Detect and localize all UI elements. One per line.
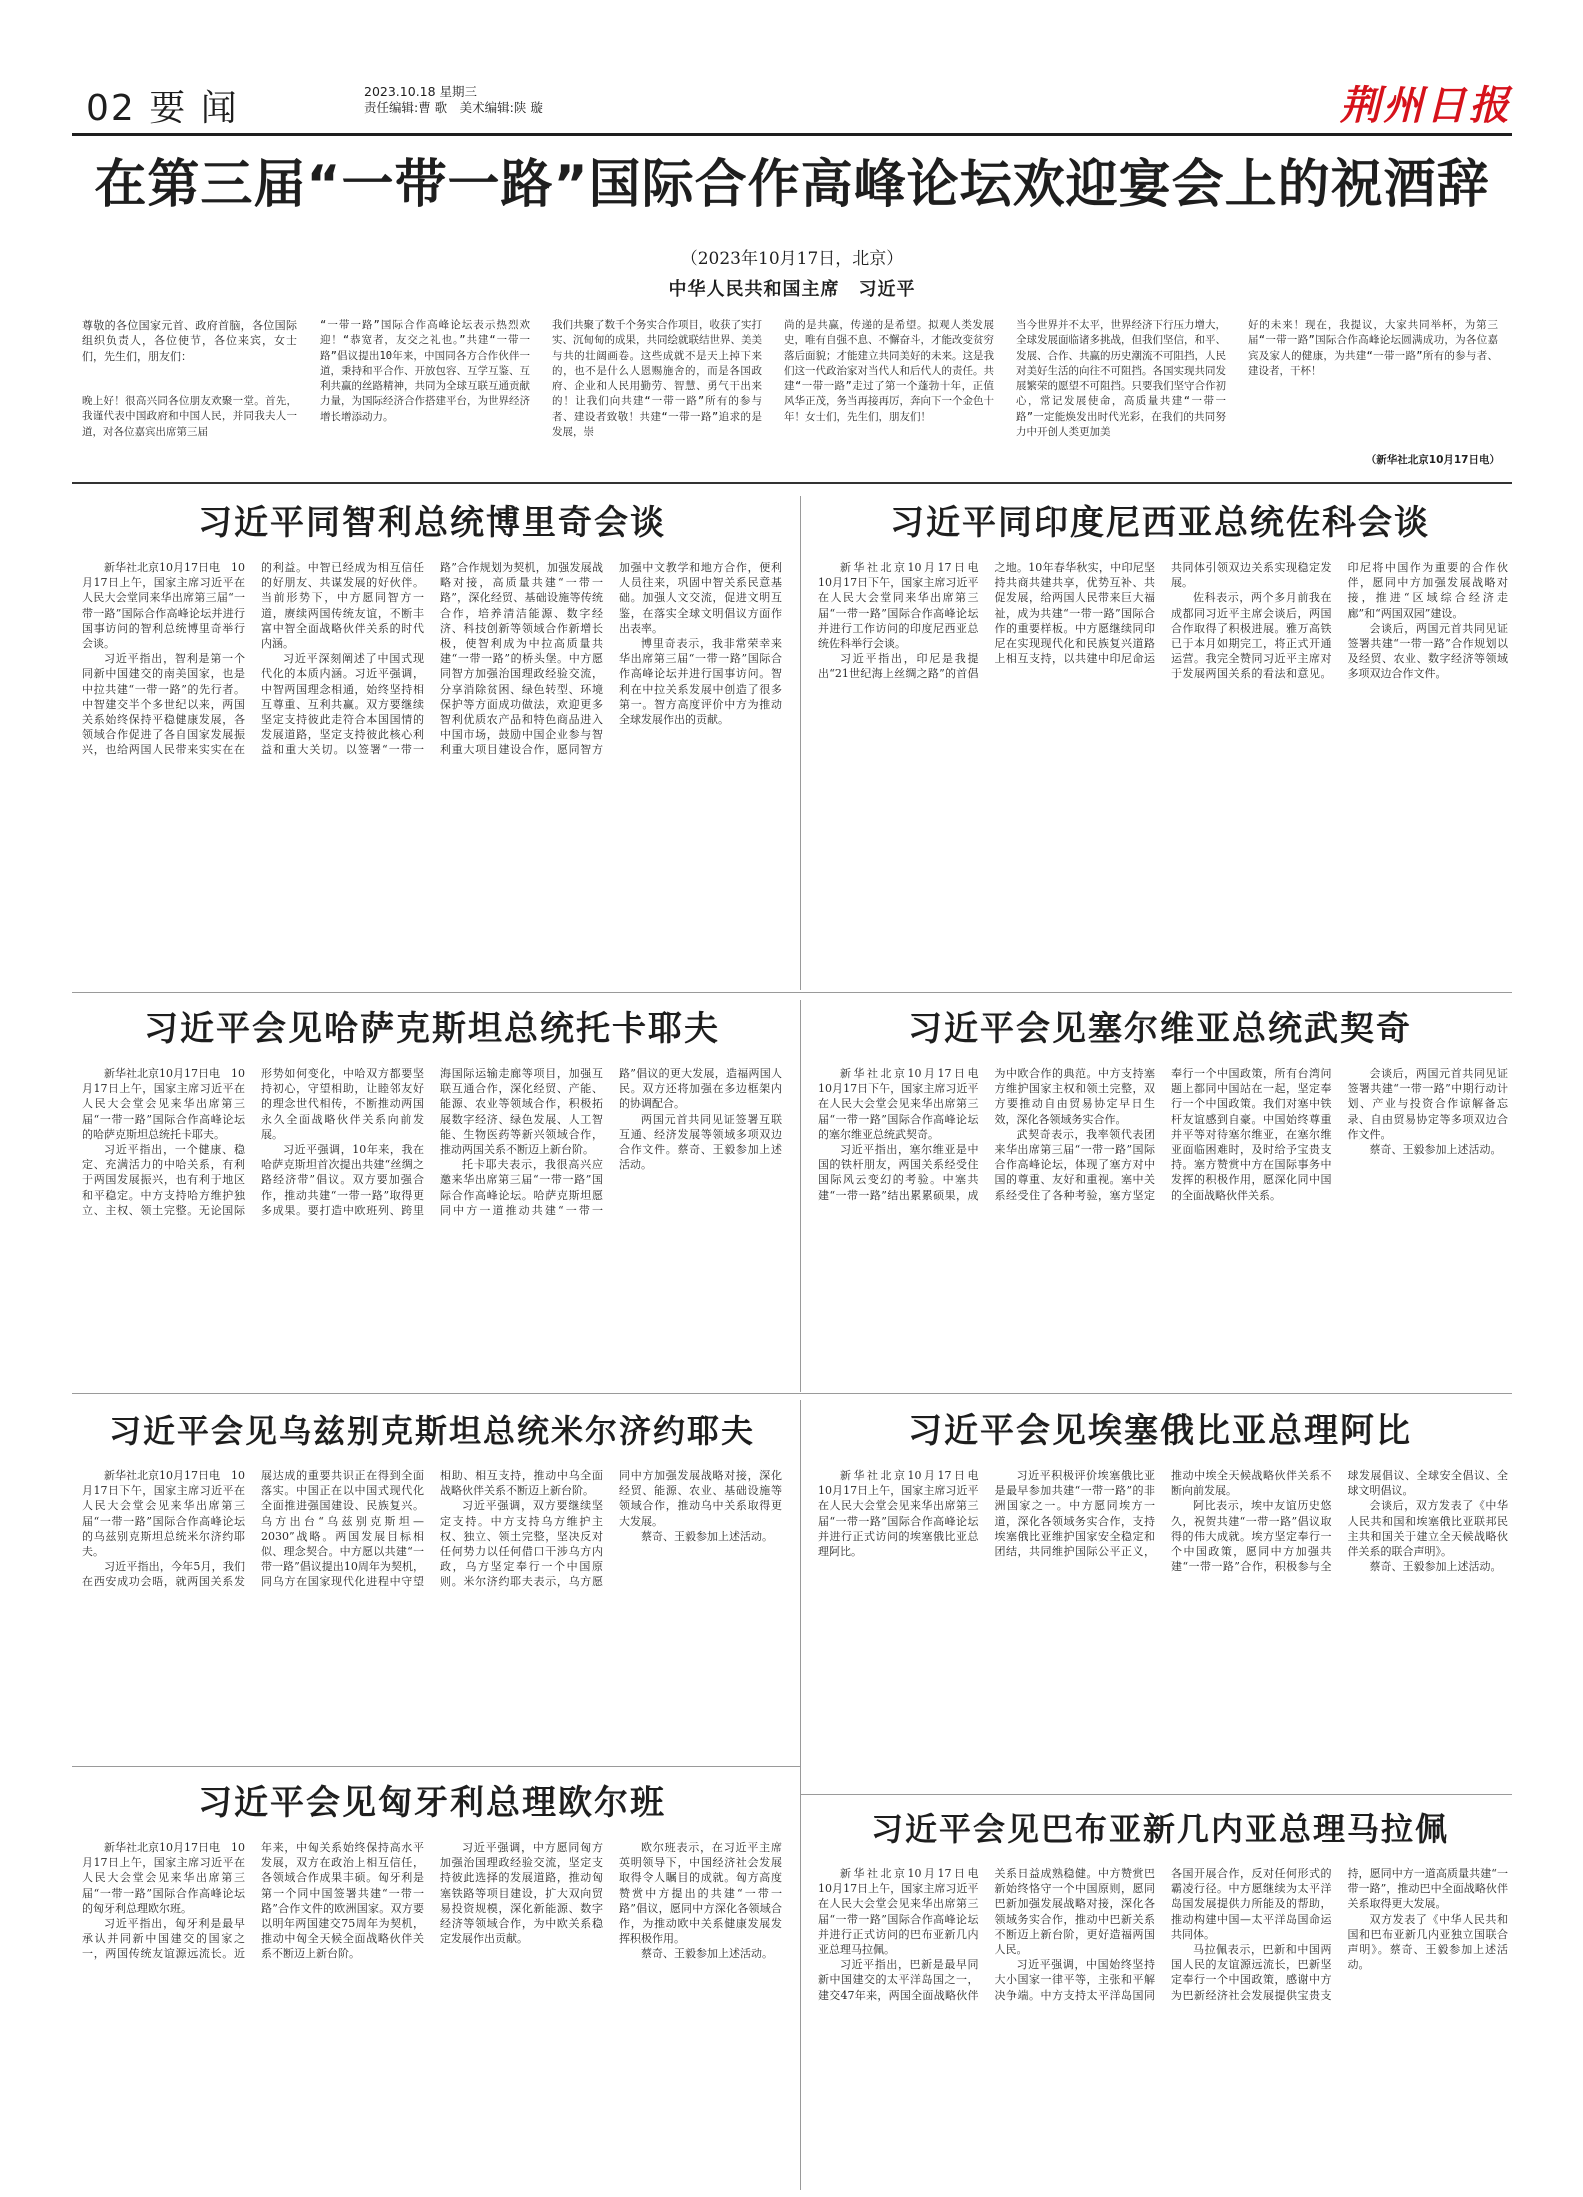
article-body-hungary — [82, 1840, 782, 2180]
lead-title: 在第三届“一带一路”国际合作高峰论坛欢迎宴会上的祝酒辞 — [94, 155, 1490, 215]
edition-meta — [364, 84, 543, 116]
lead-column: 好的未来！现在，我提议，大家共同举杯，为第三届“一带一路”国际合作高峰论坛圆满成功，为各位嘉宾及家人的健康，为共建“一带一路”所有的参与者、建设者，干杯！ — [1248, 319, 1498, 377]
paragraph: 佐科表示，两个多月前我在成都同习近平主席会谈后，两国合作取得了积极进展。雅万高铁已于本月如期完工，将正式开通运营。我完全赞同习近平主席对于发展两国关系的看法和意见。印尼将中国作为重要的合作伙伴，愿同中方加强发展战略对接，推进“区域综合经济走廊”和“两国双园”建设。 — [1171, 561, 1508, 681]
paragraph: 新华社北京10月17日电 10月17日下午，国家主席习近平在人民大会堂同来华出席第三届“一带一路”国际合作高峰论坛并进行工作访问的印度尼西亚总统佐科举行会谈。 — [818, 561, 990, 651]
paragraph: 蔡奇、王毅参加上述活动。 — [1369, 1143, 1502, 1157]
paragraph: 习近平指出，印尼是我提出“21世纪海上丝绸之路”的首倡之地。10年春华秋实，中印尼坚持共商共建共享，优势互补、共促发展，给两国人民带来巨大福祉，成为共建“一带一路”国际合作的重要样板。中方愿继续同印尼在实现现代化和民族复兴道路上相互支持，以共建中印尼命运共同体引领双边关系实现稳定发展。 — [818, 561, 1332, 681]
paragraph: 阿比表示，埃中友谊历史悠久，祝贺共建“一带一路”倡议取得的伟大成就。埃方坚定奉行一个中国政策，愿同中方加强共建“一带一路”合作，积极参与全球发展倡议、全球安全倡议、全球文明倡议。 — [1171, 1469, 1508, 1574]
paragraph: 会谈后，双方发表了《中华人民共和国和埃塞俄比亚联邦民主共和国关于建立全天候战略伙伴关系的联合声明》。 — [1347, 1499, 1508, 1559]
lead-source: （新华社北京10月17日电） — [1365, 454, 1500, 466]
article-title-png: 习近平会见巴布亚新几内亚总理马拉佩 — [870, 1810, 1449, 1848]
article-body-png — [818, 1866, 1508, 2180]
section-rule — [72, 1393, 1512, 1394]
masthead-logo: 荆州日报 — [1340, 82, 1512, 129]
paragraph: 新华社北京10月17日电 10月17日上午，国家主席习近平在人民大会堂会见来华出席第三届“一带一路”国际合作高峰论坛的匈牙利总理欧尔班。 — [82, 1841, 245, 1915]
lead-column: 尚的是共赢，传递的是希望。拟观人类发展史，唯有自强不息、不懈奋斗，才能改变贫穷落后面貌；才能建立共同美好的未来。这是我们这一代政治家对当代人和后代人的责任。共建“一带一路”走过了第一个蓬勃十年，正值风华正茂，务当再接再厉，奔向下一个金色十年！女士们，先生们，朋友们！ — [784, 319, 994, 423]
paragraph: 新华社北京10月17日电 10月17日上午，国家主席习近平在人民大会堂会见来华出席第三届“一带一路”国际合作高峰论坛并进行正式访问的巴布亚新几内亚总理马拉佩。 — [818, 1867, 990, 1957]
paragraph: 习近平指出，塞尔维亚是中国的铁杆朋友，两国关系经受住国际风云变幻的考验。中塞共建“一带一路”结出累累硕果，成为中欧合作的典范。中方支持塞方维护国家主权和领土完整，双方要推动自由贸易协定早日生效，深化各领域务实合作。 — [818, 1067, 1155, 1202]
paragraph: 习近平强调，中方愿同匈方加强治国理政经验交流，坚定支持彼此选择的发展道路，推动匈塞铁路等项目建设，扩大双向贸易投资规模，深化新能源、数字经济等领域合作，为中欧关系稳定发展作出贡献。 — [440, 1841, 603, 1946]
paragraph: 新华社北京10月17日电 10月17日下午，国家主席习近平在人民大会堂会见来华出席第三届“一带一路”国际合作高峰论坛的塞尔维亚总统武契奇。 — [818, 1067, 990, 1141]
paragraph: 武契奇表示，我率领代表团来华出席第三届“一带一路”国际合作高峰论坛，体现了塞方对中国的尊重、友好和重视。塞中关系经受住了各种考验，塞方坚定奉行一个中国政策，所有台湾问题上都同中国站在一起，坚定奉行一个中国政策。我们对塞中铁杆友谊感到自豪。中国始终尊重并平等对待塞尔维亚，在塞尔维亚面临困难时，及时给予宝贵支持。塞方赞赏中方在国际事务中发挥的积极作用，愿深化同中国的全面战略伙伴关系。 — [994, 1067, 1332, 1202]
lead-column: 我们共聚了数千个务实合作项目，收获了实打实、沉甸甸的成果，共同绘就联结世界、美美与共的壮阔画卷。这些成就不是天上掉下来的，也不是什么人恩赐施舍的，而是各国政府、企业和人民用勤劳、智慧、勇气干出来的！让我们向共建“一带一路”所有的参与者、建设者致敬！共建“一带一路”追求的是发展，崇 — [552, 319, 762, 439]
paragraph: 会谈后，两国元首共同见证签署共建“一带一路”中期行动计划、产业与投资合作谅解备忘录、自由贸易协定等多项双边合作文件。 — [1347, 1067, 1508, 1141]
paragraph: 蔡奇、王毅参加上述活动。 — [641, 1529, 773, 1543]
article-body-serbia — [818, 1066, 1508, 1384]
article-title-uzbekistan: 习近平会见乌兹别克斯坦总统米尔济约耶夫 — [108, 1412, 755, 1450]
editor-credits: 责任编辑:曹 歌 美术编辑:陕 璇 — [364, 100, 543, 115]
article-title-kazakhstan: 习近平会见哈萨克斯坦总统托卡耶夫 — [144, 1009, 720, 1049]
paragraph: 习近平强调，双方要继续坚定支持。中方支持乌方维护主权、独立、领土完整，坚决反对任何势力以任何借口干涉乌方内政，乌方坚定奉行一个中国原则。米尔济约耶夫表示，乌方愿同中方加强发展战略对接，深化经贸、能源、农业、基础设施等领域合作，推动乌中关系取得更大发展。 — [440, 1469, 782, 1589]
article-body-kazakhstan — [82, 1066, 782, 1384]
paragraph: 博里奇表示，我非常荣幸来华出席第三届“一带一路”国际合作高峰论坛并进行国事访问。智利在中拉关系发展中创造了很多第一。智方高度评价中方为推动全球发展作出的贡献。 — [619, 637, 782, 727]
paragraph: 会谈后，两国元首共同见证签署共建“一带一路”合作规划以及经贸、农业、数字经济等领域多项双边合作文件。 — [1347, 621, 1508, 681]
paragraph: 马拉佩表示，巴新和中国两国人民的友谊源远流长，巴新坚定奉行一个中国政策，感谢中方为巴新经济社会发展提供宝贵支持，愿同中方一道高质量共建“一带一路”，推动巴中全面战略伙伴关系取得更大发展。 — [1171, 1867, 1508, 2002]
article-body-chile — [82, 560, 782, 984]
paragraph: 习近平指出，今年5月，我们在西安成功会晤，就两国关系发展达成的重要共识正在得到全面落实。中国正在以中国式现代化全面推进强国建设、民族复兴。乌方出台“乌兹别克斯坦—2030”战略。两国发展目标相似、理念契合。中方愿以共建“一带一路”倡议提出10周年为契机，同乌方在国家现代化进程中守望相助、相互支持，推动中乌全面战略伙伴关系不断迈上新台阶。 — [82, 1469, 603, 1589]
lead-column: 当今世界并不太平，世界经济下行压力增大，全球发展面临诸多挑战，但我们坚信，和平、发展、合作、共赢的历史潮流不可阻挡，人民对美好生活的向往不可阻挡。各国实现共同发展繁荣的愿望不可阻挡。只要我们坚守合作初心，常记发展使命，高质量共建“一带一路”一定能焕发出时代光彩，在我们的共同努力中开创人类更加美 — [1016, 319, 1226, 439]
paragraph: 新华社北京10月17日电 10月17日上午，国家主席习近平在人民大会堂会见来华出席第三届“一带一路”国际合作高峰论坛并进行正式访问的埃塞俄比亚总理阿比。 — [818, 1469, 990, 1559]
issue-date: 2023.10.18 星期三 — [364, 84, 478, 99]
paragraph: 托卡耶夫表示，我很高兴应邀来华出席第三届“一带一路”国际合作高峰论坛。哈萨克斯坦愿同中方一道推动共建“一带一路”倡议的更大发展，造福两国人民。双方还将加强在多边框架内的协调配合。 — [440, 1067, 782, 1217]
header-rule — [72, 133, 1512, 136]
article-title-ethiopia: 习近平会见埃塞俄比亚总理阿比 — [908, 1411, 1412, 1451]
article-title-serbia: 习近平会见塞尔维亚总统武契奇 — [908, 1009, 1412, 1049]
column-divider — [800, 1400, 801, 2190]
paragraph: 新华社北京10月17日电 10月17日下午，国家主席习近平在人民大会堂会见来华出席第三届“一带一路”国际合作高峰论坛的乌兹别克斯坦总统米尔济约耶夫。 — [82, 1469, 245, 1559]
paragraph: 蔡奇、王毅参加上述活动。 — [641, 1947, 773, 1961]
article-title-chile: 习近平同智利总统博里奇会谈 — [198, 503, 666, 543]
paragraph: 新华社北京10月17日电 10月17日上午，国家主席习近平在人民大会堂同来华出席第三届“一带一路”国际合作高峰论坛并进行国事访问的智利总统博里奇举行会谈。 — [82, 561, 245, 651]
paragraph: 习近平积极评价埃塞俄比亚是最早参加共建“一带一路”的非洲国家之一。中方愿同埃方一道，深化各领域务实合作，支持埃塞俄比亚维护国家安全稳定和团结，共同维护国际公平正义，推动中埃全天候战略伙伴关系不断向前发展。 — [994, 1469, 1332, 1559]
article-body-uzbekistan — [82, 1468, 782, 1758]
article-body-indonesia — [818, 560, 1508, 984]
column-divider — [800, 1000, 801, 1392]
column-divider — [800, 496, 801, 990]
paragraph: 两国元首共同见证签署互联互通、经济发展等领域多项双边合作文件。蔡奇、王毅参加上述活动。 — [619, 1112, 782, 1172]
article-title-indonesia: 习近平同印度尼西亚总统佐科会谈 — [890, 503, 1430, 543]
paragraph: 习近平深刻阐述了中国式现代化的本质内涵。习近平强调，中智两国理念相通，始终坚持相互尊重、互利共赢。双方要继续坚定支持彼此走符合本国国情的发展道路，坚定支持彼此核心利益和重大关切。以签署“一带一路”合作规划为契机，加强发展战略对接，高质量共建“一带一路”，深化经贸、基础设施等传统合作，培养清洁能源、数字经济、科技创新等领域合作新增长极，使智利成为中拉高质量共建“一带一路”的桥头堡。中方愿同智方加强治国理政经验交流，分享消除贫困、绿色转型、环境保护等方面成功做法，欢迎更多智利优质农产品和特色商品进入中国市场，鼓励中国企业参与智利重大项目建设合作，愿同智方加强中文教学和地方合作，便利人员往来，巩固中智关系民意基础。加强人文交流，促进文明互鉴，在落实全球文明倡议方面作出表率。 — [261, 561, 782, 757]
paragraph: 习近平强调，10年来，我在哈萨克斯坦首次提出共建“丝绸之路经济带”倡议。双方要加强合作，推动共建“一带一路”取得更多成果。要打造中欧班列、跨里海国际运输走廊等项目，加强互联互通合作，深化经贸、产能、能源、农业等领域合作，积极拓展数字经济、绿色发展、人工智能、生物医药等新兴领域合作，推动两国关系不断迈上新台阶。 — [261, 1067, 603, 1217]
lead-byline: 中华人民共和国主席 习近平 — [668, 279, 916, 300]
lead-column: 晚上好！很高兴同各位朋友欢聚一堂。首先，我谨代表中国政府和中国人民，并同我夫人一道，对各位嘉宾出席第三届 — [82, 395, 297, 438]
section-rule — [72, 1766, 800, 1767]
paragraph: 习近平指出，巴新是最早同新中国建交的太平洋岛国之一，建交47年来，两国全面战略伙伴关系日益成熟稳健。中方赞赏巴新始终恪守一个中国原则，愿同巴新加强发展战略对接，深化各领域务实合作，推动中巴新关系不断迈上新台阶，更好造福两国人民。 — [818, 1867, 1155, 2002]
paragraph: 新华社北京10月17日电 10月17日上午，国家主席习近平在人民大会堂会见来华出席第三届“一带一路”国际合作高峰论坛的哈萨克斯坦总统托卡耶夫。 — [82, 1067, 245, 1141]
paragraph: 欧尔班表示，在习近平主席英明领导下，中国经济社会发展取得令人瞩目的成就。匈方高度赞赏中方提出的共建“一带一路”倡议，愿同中方深化各领域合作，为推动欧中关系健康发展发挥积极作用。 — [619, 1841, 782, 1946]
paragraph: 习近平强调，中国始终坚持大小国家一律平等，主张和平解决争端。中方支持太平洋岛国同各国开展合作，反对任何形式的霸凌行径。中方愿继续为太平洋岛国发展提供力所能及的帮助，推动构建中国—太平洋岛国命运共同体。 — [994, 1867, 1332, 2002]
paragraph: 习近平指出，智利是第一个同新中国建交的南美国家，也是中拉共建“一带一路”的先行者。中智建交半个多世纪以来，两国关系始终保持平稳健康发展，各领域合作促进了各自国家发展振兴，也给两国人民带来实实在在的利益。中智已经成为相互信任的好朋友、共谋发展的好伙伴。当前形势下，中方愿同智方一道，赓续两国传统友谊，不断丰富中智全面战略伙伴关系的时代内涵。 — [82, 561, 424, 757]
paragraph: 习近平指出，匈牙利是最早承认并同新中国建交的国家之一，两国传统友谊源远流长。近年来，中匈关系始终保持高水平发展，双方在政治上相互信任，各领域合作成果丰硕。匈牙利是第一个同中国签署共建“一带一路”合作文件的欧洲国家。双方要以明年两国建交75周年为契机，推动中匈全天候全面战略伙伴关系不断迈上新台阶。 — [82, 1841, 424, 1961]
section-rule — [72, 992, 1512, 993]
paragraph: 双方发表了《中华人民共和国和巴布亚新几内亚独立国联合声明》。蔡奇、王毅参加上述活动。 — [1347, 1912, 1508, 1972]
lead-salutation: 尊敬的各位国家元首、政府首脑，各位国际组织负责人，各位使节，各位来宾，女士们，先生们，朋友们： — [82, 319, 297, 363]
paragraph: 蔡奇、王毅参加上述活动。 — [1369, 1560, 1502, 1574]
lead-dateline: （2023年10月17日，北京） — [680, 249, 904, 269]
section-rule — [72, 482, 1512, 484]
article-body-ethiopia — [818, 1468, 1508, 1786]
page-number: 02 要 闻 — [86, 88, 239, 129]
paragraph: 习近平指出，一个健康、稳定、充满活力的中哈关系，有利于两国发展振兴，也有利于地区和平稳定。中方支持哈方维护独立、主权、领土完整。无论国际形势如何变化，中哈双方都要坚持初心，守望相助，让睦邻友好的理念世代相传，不断推动两国永久全面战略伙伴关系向前发展。 — [82, 1067, 424, 1217]
article-title-hungary: 习近平会见匈牙利总理欧尔班 — [198, 1783, 666, 1823]
section-rule — [800, 1794, 1512, 1795]
lead-column: “一带一路”国际合作高峰论坛表示热烈欢迎！“恭宽者，友交之礼也。”共建“一带一路”倡议提出10年来，中国同各方合作伙伴一道，秉持和平合作、开放包容、互学互鉴、互利共赢的丝路精神，共同为全球互联互通贡献力量，为国际经济合作搭建平台，为世界经济增长增添动力。 — [320, 319, 530, 423]
page-header — [72, 74, 1512, 132]
